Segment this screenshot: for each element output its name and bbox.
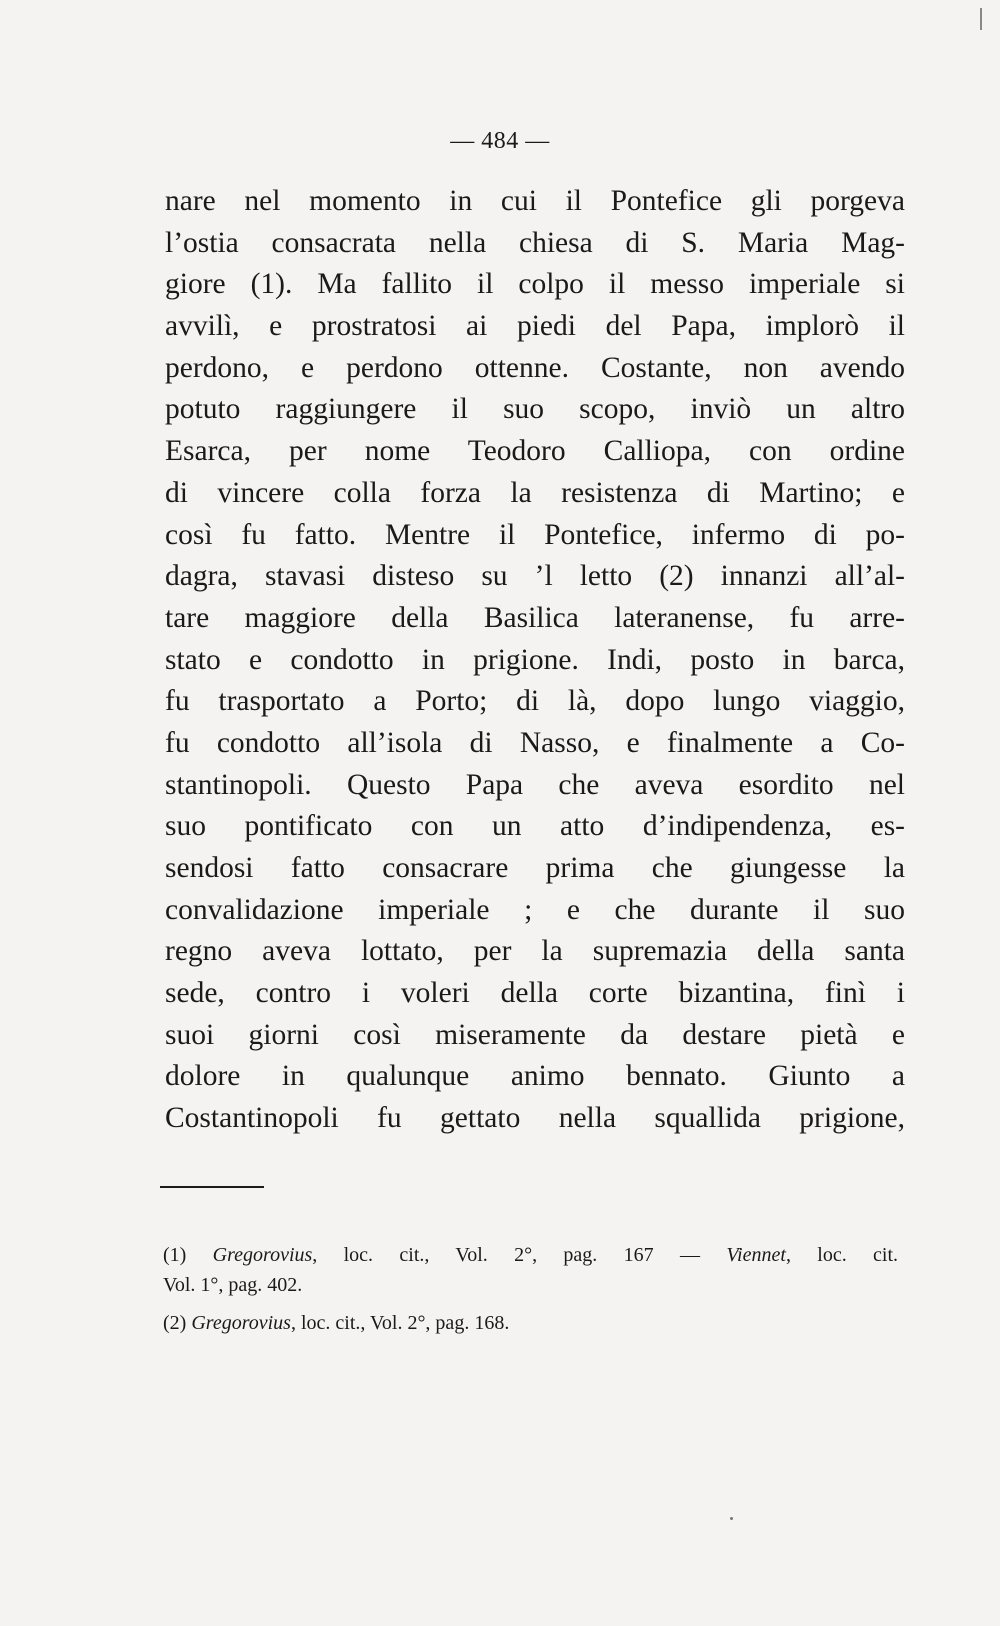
text-line: nare nel momento in cui il Pontefice gli porgeva [165,185,905,217]
text-line: dagra, stavasi disteso su ’l letto (2) innanzi all’al- [165,560,905,593]
text-line: potuto raggiungere il suo scopo, inviò un altro [165,393,905,426]
footnote-reference: , loc. cit., Vol. 2°, pag. 167 — [312,1244,700,1266]
footnote-author: Gregorovius [191,1312,291,1334]
footnote-marker: (1) [163,1244,187,1266]
text-line: giore (1). Ma fallito il colpo il messo imperiale si [165,268,905,301]
text-line: così fu fatto. Mentre il Pontefice, infermo di po- [165,518,905,551]
scan-edge-mark [980,8,982,30]
text-line: regno aveva lottato, per la supremazia della santa [165,935,905,968]
text-line: fu trasportato a Porto; di là, dopo lungo viaggio, [165,685,905,718]
text-line: di vincere colla forza la resistenza di Martino; e [165,476,905,509]
text-line: Costantinopoli fu gettato nella squallida prigione, [165,1102,905,1135]
footnote-marker: (2) [163,1312,187,1334]
text-line: sendosi fatto consacrare prima che giungesse la [165,852,905,884]
text-line: fu condotto all’isola di Nasso, e finalmente a Co- [165,726,905,759]
text-line: stantinopoli. Questo Papa che aveva esordito nel [165,768,905,801]
page-number: — 484 — [450,128,550,154]
footnote-author: Gregorovius [212,1244,313,1266]
footnote-reference: , loc. cit., Vol. 2°, pag. 168. [290,1312,510,1334]
text-line: perdono, e perdono ottenne. Costante, non avendo [165,351,905,384]
footnote-1 [163,1240,898,1270]
text-line: sede, contro i voleri della corte bizantina, finì i [165,977,905,1010]
text-line: stato e condotto in prigione. Indi, posto in barca, [165,643,905,676]
paper-speck [730,1517,733,1520]
text-line: suoi giorni così miseramente da destare pietà e [165,1018,905,1051]
text-line: avvilì, e prostratosi ai piedi del Papa, implorò il [165,310,905,343]
footnotes [163,1240,898,1338]
footnote-separator [160,1186,264,1188]
text-line: suo pontificato con un atto d’indipendenza, es- [165,810,905,843]
footnote-2 [163,1308,898,1338]
text-line: tare maggiore della Basilica lateranense, fu arre- [165,601,905,634]
text-line: convalidazione imperiale ; e che durante il suo [165,893,905,926]
text-line: Esarca, per nome Teodoro Calliopa, con ordine [165,435,905,468]
footnote-reference: , loc. cit. [785,1244,899,1266]
footnote-1-continuation: Vol. 1°, pag. 402. [163,1274,303,1296]
text-line: l’ostia consacrata nella chiesa di S. Maria Mag- [165,226,905,259]
footnote-author: Viennet [726,1244,786,1266]
body-text [165,181,905,1140]
text-line: dolore in qualunque animo bennato. Giunto a [165,1060,905,1093]
